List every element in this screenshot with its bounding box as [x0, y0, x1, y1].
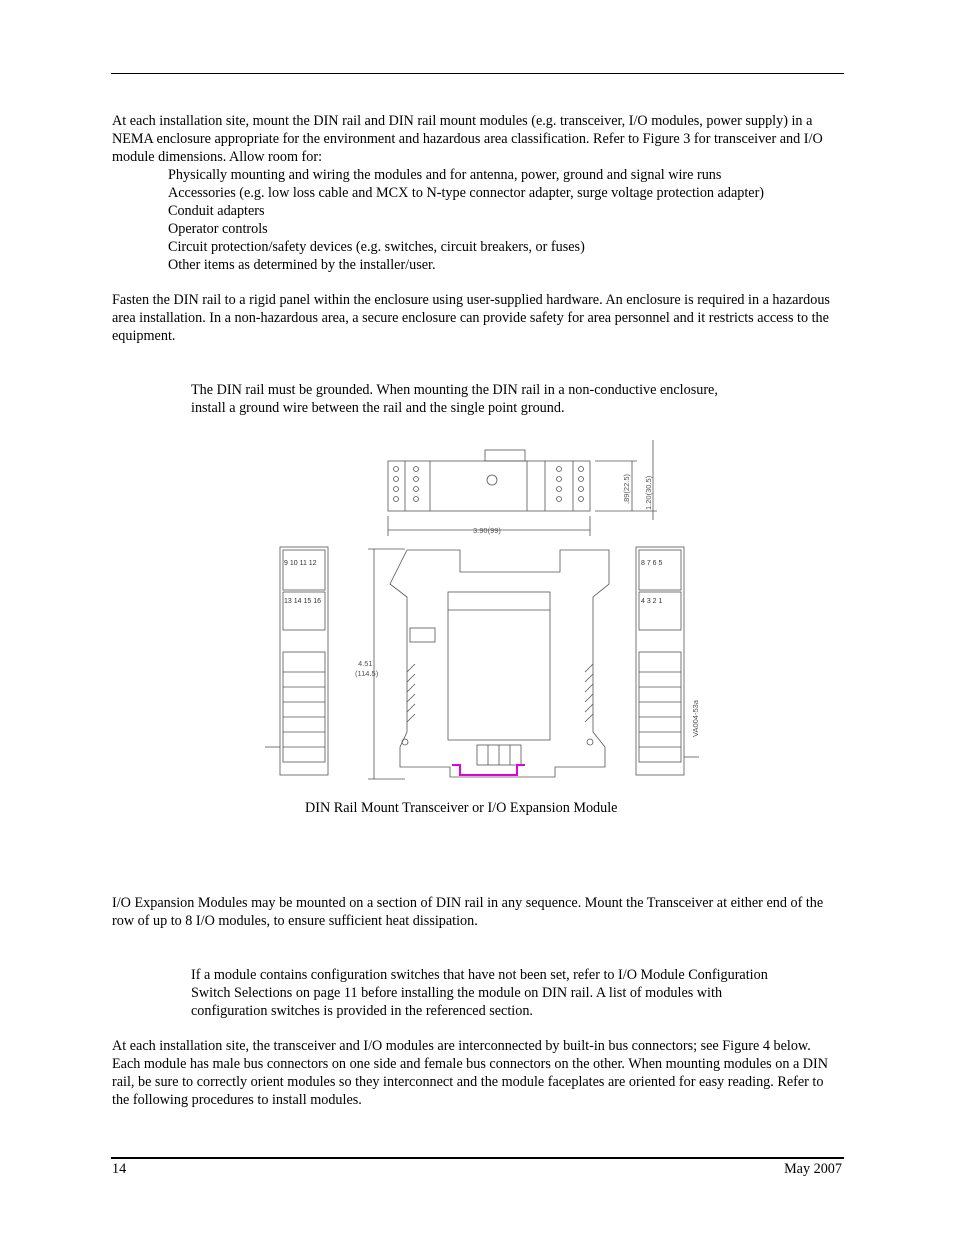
configuration-note: If a module contains configuration switches that have not been set, refer to I/O Module Configuration Switch Selections on page 11 before installing the module on DIN rail. A list of modules with configuration switches is provided in the referenced section. — [191, 967, 768, 1019]
front-view-vents — [407, 664, 593, 722]
figure-caption: DIN Rail Mount Transceiver or I/O Expansion Module — [305, 800, 618, 816]
module-drawing — [255, 432, 725, 787]
list-item: Circuit protection/safety devices (e.g. switches, circuit breakers, or fuses) — [168, 239, 585, 255]
width-dimension-label: 3.90(99) — [473, 526, 501, 535]
right-terminal-numbers-top: 8 7 6 5 — [641, 560, 663, 567]
footer-rule — [111, 1157, 844, 1159]
left-terminal-numbers-top: 9 10 11 12 — [284, 560, 317, 567]
intro-paragraph: At each installation site, mount the DIN rail and DIN rail mount modules (e.g. transceiver, I/O modules, power supply) in a NEMA enclosure appropriate for the environment and hazardous area classification. Refer to Figure 3 for transceiver and I/O module dimensions. Allow room for: — [112, 113, 823, 165]
fasten-paragraph: Fasten the DIN rail to a rigid panel within the enclosure using user-supplied hardware. An enclosure is required in a hazardous area installation. In a non-hazardous area, a secure enclosure can provide safety for area personnel and it restricts access to the equipment. — [112, 292, 830, 344]
right-side-view — [636, 547, 684, 775]
page-number: 14 — [112, 1161, 127, 1177]
header-rule — [111, 73, 844, 74]
height-dimension-mm-label: (114.5) — [355, 669, 379, 678]
depth-dimension-label-1: .89(22.5) — [622, 473, 631, 504]
right-terminal-numbers-bottom: 4 3 2 1 — [641, 598, 663, 605]
height-dimension-label: 4.51 — [358, 659, 373, 668]
bus-connector-paragraph: At each installation site, the transceiver and I/O modules are interconnected by built-in bus connectors; see Figure 4 below. Each module has male bus connectors on one side and female bus connectors on the other. When mounting modules on a DIN rail, be sure to correctly orient modules so they interconnect and the module faceplates are oriented for easy reading. Refer to the following procedures to install modules. — [112, 1038, 829, 1108]
left-side-view — [280, 547, 328, 775]
left-terminal-numbers-bottom: 13 14 15 16 — [284, 598, 321, 605]
list-item: Conduit adapters — [168, 203, 265, 219]
list-item: Other items as determined by the installer/user. — [168, 257, 436, 273]
list-item: Accessories (e.g. low loss cable and MCX to N-type connector adapter, surge voltage protection adapter) — [168, 185, 765, 201]
din-rail — [452, 765, 525, 775]
list-item: Operator controls — [168, 221, 268, 237]
depth-dimension-label-2: 1.20(30.5) — [644, 475, 653, 510]
footer-date: May 2007 — [784, 1161, 842, 1177]
front-view-faceplate — [448, 592, 550, 740]
sequence-paragraph: I/O Expansion Modules may be mounted on a section of DIN rail in any sequence. Mount the Transceiver at either end of the row of up to 8 I/O modules, to ensure sufficient heat dissipation. — [112, 895, 824, 929]
list-item: Physically mounting and wiring the modules and for antenna, power, ground and signal wire runs — [168, 167, 722, 183]
allow-room-list — [168, 166, 764, 274]
grounding-note: The DIN rail must be grounded. When mounting the DIN rail in a non-conductive enclosure, install a ground wire between the rail and the single point ground. — [191, 382, 718, 416]
front-view-housing — [390, 550, 609, 777]
drawing-id-label: VA004-53a — [691, 700, 700, 737]
module-dimension-figure — [255, 432, 725, 787]
